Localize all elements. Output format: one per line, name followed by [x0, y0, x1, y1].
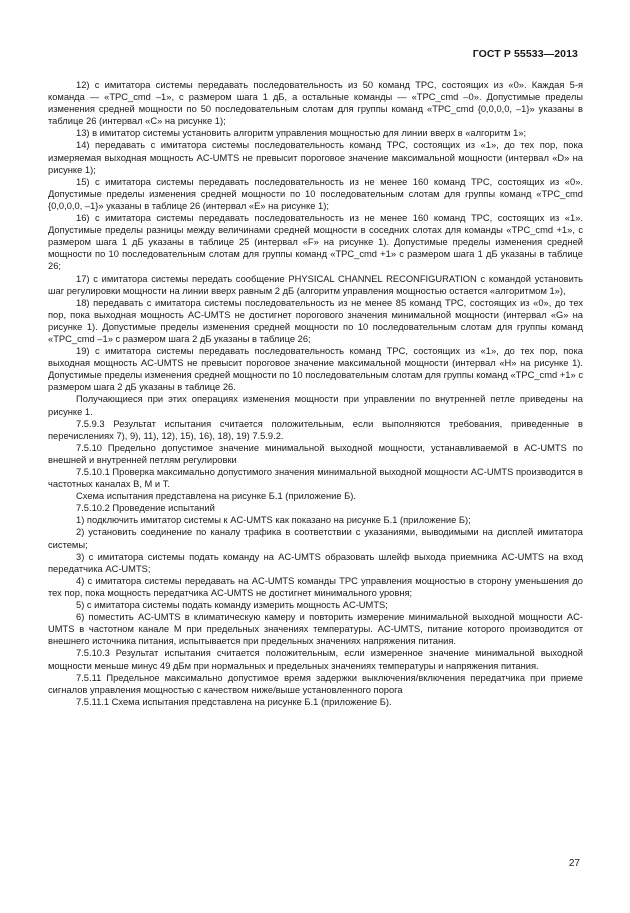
step-item-6: 6) поместить AC-UMTS в климатическую камеру и повторить измерение минимальной выходной мощности AC-UMTS в частотном канале M при предельных значениях температуры. AC-UMTS, питание которого производится от внешнего источника питания, испытывается при предельных значениях напряжения питания. — [48, 612, 583, 647]
paragraph-test-scheme: Схема испытания представлена на рисунке Б.1 (приложение Б). — [76, 491, 356, 502]
step-item-1: 1) подключить имитатор системы к AC-UMTS как показано на рисунке Б.1 (приложение Б); — [76, 515, 471, 526]
section-heading-7-5-11: 7.5.11 Предельное максимально допустимое время задержки выключения/включения передатчика при приеме сигналов управления мощностью с качеством ниже/выше установленного порога — [48, 672, 583, 695]
document-header: ГОСТ Р 55533—2013 — [472, 48, 578, 60]
step-item-2: 2) установить соединение по каналу трафика в соответствии с указаниями, выводимыми на дисплей имитатора системы; — [48, 527, 583, 550]
paragraph-item-19: 19) с имитатора системы передавать последовательность команд TPC, состоящих из «1», до тех пор, пока выходная мощность AC-UMTS не превысит пороговое значение максимальной мощности (интервал «H» на рисунке 1). Допустимые пределы изменения средней мощности по 10 последовательным слотам для группы команд «TPC_cmd +1» с размером шага 2 дБ указаны в таблице 26. — [48, 346, 583, 393]
step-item-3: 3) с имитатора системы подать команду на AC-UMTS образовать шлейф выхода приемника AC-UMTS на вход передатчика AC-UMTS; — [48, 551, 583, 574]
paragraph-item-15: 15) с имитатора системы передавать последовательность из не менее 160 команд TPC, состоящих из «0». Допустимые пределы изменения средней мощности по 10 последовательным слотам для группы команд «TPC_cmd {0,0,0,0, –1}» указаны в таблице 26 (интервал «E» на рисунке 1); — [48, 176, 583, 211]
paragraph-item-12: 12) с имитатора системы передавать последовательность из 50 команд TPC, состоящих из «0». Каждая 5-я команда — «TPC_cmd –1», с размером шага 1 дБ, а остальные команды — «TPC_cmd –0». Допустимые пределы изменения средней мощности по 50 последовательным слотам для группы команд «TPC_cmd {0,0,0,0, –1}» указаны в таблице 26 (интервал «C» на рисунке 1); — [48, 80, 583, 127]
step-item-5: 5) с имитатора системы подать команду измерить мощность AC-UMTS; — [76, 600, 388, 611]
paragraph-item-17: 17) с имитатора системы передать сообщение PHYSICAL CHANNEL RECONFIGURATION с командой установить шаг регулировки мощности на линии вверх равным 2 дБ (алгоритм управления мощностью остается «алгоритмом 1»), — [48, 273, 583, 296]
paragraph-item-14: 14) передавать с имитатора системы последовательность команд TPC, состоящих из «1», до тех пор, пока измеряемая выходная мощность AC-UMTS не превысит пороговое значение максимальной мощности (интервал «D» на рисунке 1); — [48, 140, 583, 175]
page-number: 27 — [568, 858, 580, 869]
paragraph-7-5-11-1: 7.5.11.1 Схема испытания представлена на рисунке Б.1 (приложение Б). — [76, 696, 392, 707]
paragraph-figure-note: Получающиеся при этих операциях изменения мощности при управлении по внутренней петле приведены на рисунке 1. — [48, 394, 583, 417]
paragraph-item-13: 13) в имитатор системы установить алгоритм управления мощностью для линии вверх в «алгоритм 1»; — [76, 128, 527, 139]
section-heading-7-5-10: 7.5.10 Предельно допустимое значение минимальной выходной мощности, устанавливаемой в AC-UMTS по внешней и внутренней петлям регулировки — [48, 442, 583, 465]
paragraph-item-18: 18) передавать с имитатора системы последовательность из не менее 85 команд TPC, состоящих из «0», до тех пор, пока выходная мощность AC-UMTS не достигнет порогового значения минимальной мощности (интервал «G» на рисунке 1). Допустимые пределы изменения средней мощности по 10 последовательным слотам для группы команд «TPC_cmd –1» с размером шага 2 дБ указаны в таблице 26; — [48, 297, 583, 344]
section-heading-7-5-10-2: 7.5.10.2 Проведение испытаний — [76, 503, 215, 514]
paragraph-result-7-5-10-3: 7.5.10.3 Результат испытания считается положительным, если измеренное значение минимальной выходной мощности меньше минус 49 дБм при нормальных и предельных значениях температуры и напряжения питания. — [48, 648, 583, 671]
document-body — [48, 79, 583, 708]
step-item-4: 4) с имитатора системы передавать на AC-UMTS команды TPC управления мощностью в сторону уменьшения до тех пор, пока мощность передатчика AC-UMTS не достигнет минимального уровня; — [48, 575, 583, 598]
paragraph-result-7-5-9-3: 7.5.9.3 Результат испытания считается положительным, если выполняются требования, приведенные в перечислениях 7), 9), 11), 12), 15), 16), 18), 19) 7.5.9.2. — [48, 418, 583, 441]
paragraph-item-16: 16) с имитатора системы передавать последовательность из не менее 160 команд TPC, состоящих из «1». Допустимые пределы разницы между величинами средней мощности в соседних слотах для команды «TPC_cmd +1», с размером шага 1 дБ указаны в таблице 25 (интервал «F» на рисунке 1). Допустимые пределы изменения средней мощности по 10 последовательным слотам для группы команд «TPC_cmd +1» с размером шага 1 дБ указаны в таблице 26; — [48, 213, 583, 272]
paragraph-7-5-10-1: 7.5.10.1 Проверка максимально допустимого значения минимальной выходной мощности AC-UMTS производится в частотных каналах B, M и T. — [48, 467, 583, 490]
